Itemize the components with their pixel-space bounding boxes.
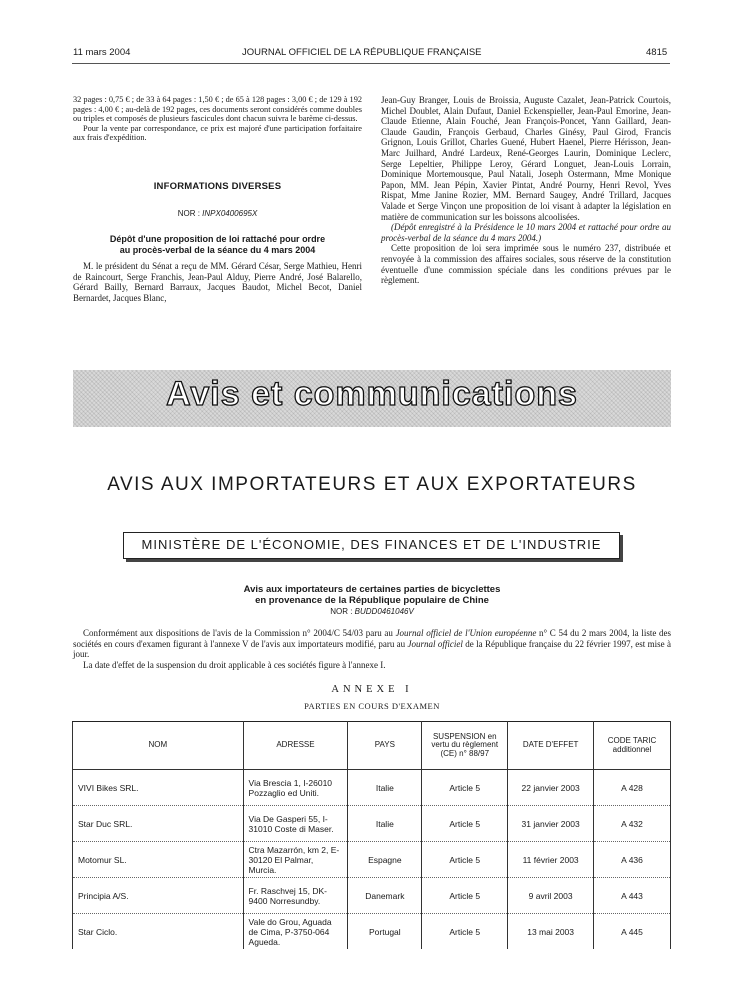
header-date: 11 mars 2004 <box>73 47 131 58</box>
cell-date: 13 mai 2003 <box>508 914 594 950</box>
table-row <box>73 806 671 842</box>
depot-title-line1: Dépôt d'une proposition de loi rattaché pour ordre <box>109 234 326 244</box>
left-column <box>73 95 362 143</box>
info-title: INFORMATIONS DIVERSES <box>153 181 282 192</box>
avis-paragraph-1 <box>73 628 671 660</box>
depot-title <box>73 234 362 255</box>
cell-pays: Danemark <box>348 878 422 914</box>
depot-text-block <box>73 261 362 303</box>
avis-nor-label: NOR : <box>330 607 353 616</box>
paragraph1-journal-ue: Journal officiel de l'Union européenne <box>395 628 537 638</box>
cell-date: 11 février 2003 <box>508 842 594 878</box>
nor-code: INPX0400695X <box>202 209 258 218</box>
cell-nom: Star Duc SRL. <box>73 806 244 842</box>
cell-adresse: Vale do Grou, Aguada de Cima, P-3750-064 Agueda. <box>243 914 348 950</box>
cell-adresse: Fr. Raschvej 15, DK-9400 Norresundby. <box>243 878 348 914</box>
header-suspension: SUSPENSION en vertu du règlement (CE) n° 88/97 <box>422 722 508 770</box>
annexe-table <box>72 721 671 949</box>
cell-taric: A 432 <box>594 806 671 842</box>
cell-suspension: Article 5 <box>422 842 508 878</box>
header-date-effet: DATE D'EFFET <box>508 722 594 770</box>
page-number: 4815 <box>646 47 668 58</box>
banner-title: Avis et communications <box>166 375 578 413</box>
header-rule <box>72 63 670 64</box>
cell-pays: Espagne <box>348 842 422 878</box>
right-column <box>381 95 671 286</box>
header-nom: NOM <box>73 722 244 770</box>
depot-text: M. le président du Sénat a reçu de MM. Gérard César, Serge Mathieu, Henri de Raincourt, Serge Franchis, Jean-Paul Alduy, Pierre André, José Balarello, Gérard Bailly, Bernard Barraux, Jacques Baudot, Michel Becot, Daniel Bernardet, Jacques Blanc, <box>73 261 362 303</box>
cell-adresse: Via De Gasperi 55, I-31010 Coste di Maser. <box>243 806 348 842</box>
header-adresse: ADRESSE <box>243 722 348 770</box>
printing-note: Cette proposition de loi sera imprimée sous le numéro 237, distribuée et renvoyée à la commission des affaires sociales, sous réserve de la constitution éventuelle d'une commission spéciale dans les conditions prévues par le règlement. <box>381 243 671 286</box>
cell-nom: Star Ciclo. <box>73 914 244 950</box>
cell-taric: A 436 <box>594 842 671 878</box>
avis-title-line1: Avis aux importateurs de certaines parties de bicyclettes <box>243 584 501 595</box>
cell-nom: Motomur SL. <box>73 842 244 878</box>
cell-suspension: Article 5 <box>422 914 508 950</box>
section-title: AVIS AUX IMPORTATEURS ET AUX EXPORTATEURS <box>107 474 637 495</box>
annexe-subtitle: PARTIES EN COURS D'EXAMEN <box>304 701 440 711</box>
avis-nor-code: BUDD0461046V <box>354 607 414 616</box>
cell-suspension: Article 5 <box>422 806 508 842</box>
cell-taric: A 428 <box>594 770 671 806</box>
cell-taric: A 443 <box>594 878 671 914</box>
table-header-row <box>73 722 671 770</box>
paragraph1-journal-officiel: Journal officiel <box>407 638 463 649</box>
table-row <box>73 878 671 914</box>
cell-suspension: Article 5 <box>422 878 508 914</box>
cell-nom: VIVI Bikes SRL. <box>73 770 244 806</box>
avis-nor <box>150 607 594 616</box>
avis-title-line2: en provenance de la République populaire de Chine <box>255 594 489 606</box>
header-pays: PAYS <box>348 722 422 770</box>
cell-pays: Portugal <box>348 914 422 950</box>
info-nor <box>73 209 362 218</box>
paragraph1-part-a: Conformément aux dispositions de l'avis de la Commission n° 2004/C 54/03 paru au <box>83 628 396 638</box>
cell-taric: A 445 <box>594 914 671 950</box>
correspondence-note: Pour la vente par correspondance, ce prix est majoré d'une participation forfaitaire aux frais d'expédition. <box>73 123 362 143</box>
table-row <box>73 770 671 806</box>
cell-adresse: Via Brescia 1, I-26010 Pozzaglio ed Uniti. <box>243 770 348 806</box>
depot-title-line2: au procès-verbal de la séance du 4 mars 2004 <box>119 244 316 255</box>
avis-paragraph-2: La date d'effet de la suspension du droit applicable à ces sociétés figure à l'annexe I. <box>83 659 386 670</box>
cell-pays: Italie <box>348 770 422 806</box>
cell-date: 22 janvier 2003 <box>508 770 594 806</box>
ministry-box: MINISTÈRE DE L'ÉCONOMIE, DES FINANCES ET DE L'INDUSTRIE <box>123 532 620 559</box>
header-code-taric: CODE TARIC additionnel <box>594 722 671 770</box>
paragraph1-part-c: de la République française du 22 février 1997, est mise à jour. <box>73 638 671 659</box>
cell-adresse: Ctra Mazarrón, km 2, E-30120 El Palmar, Murcia. <box>243 842 348 878</box>
cell-pays: Italie <box>348 806 422 842</box>
cell-date: 9 avril 2003 <box>508 878 594 914</box>
cell-date: 31 janvier 2003 <box>508 806 594 842</box>
journal-title: JOURNAL OFFICIEL DE LA RÉPUBLIQUE FRANÇAISE <box>242 47 482 58</box>
paragraph1-part-b: n° C 54 du 2 mars 2004, la liste des sociétés en cours d'examen figurant à l'annexe V de l'avis aux importateurs modifié, paru au <box>73 628 671 649</box>
annexe-title: ANNEXE I <box>331 684 413 695</box>
cell-suspension: Article 5 <box>422 770 508 806</box>
table-row <box>73 842 671 878</box>
avis-title <box>150 585 594 606</box>
nor-label: NOR : <box>177 209 200 218</box>
names-text: Jean-Guy Branger, Louis de Broissia, Auguste Cazalet, Jean-Patrick Courtois, Michel Doublet, Alain Dufaut, Daniel Eckenspieller, Jean-Paul Emorine, Jean-Claude Etienne, Alain Fouché, Jean François-Poncet, Yann Gaillard, Jean-Claude Gaudin, François Gerbaud, Charles Ginésy, Paul Girod, Francis Grignon, Louis Grillot, Charles Guené, Hubert Haenel, Pierre Hérisson, Jean-Marc Juilhard, André Lardeux, René-Georges Laurin, Dominique Leclerc, Serge Lepeltier, Philippe Leroy, Gérard Longuet, Jean-Louis Lorrain, Dominique Mortemousque, Paul Natali, Joseph Ostermann, Mme Monique Papon, MM. Jean Pépin, Xavier Pintat, André Pourny, Henri Revol, Yves Rispat, Mme Janine Rozier, MM. Bernard Saugey, André Trillard, Jacques Valade et Serge Vinçon une proposition de loi visant à adapter la législation en matière de communication sur les boissons alcoolisées. <box>381 95 671 222</box>
price-note: 32 pages : 0,75 € ; de 33 à 64 pages : 1,50 € ; de 65 à 128 pages : 3,00 € ; de 129 à 192 pages : 4,00 € ; au-delà de 192 pages, ces documents seront considérés comme doubles ou triples et composés de plusieurs fascicules dont chacun suivra le barème ci-dessus. <box>73 95 362 124</box>
cell-nom: Principia A/S. <box>73 878 244 914</box>
avis-body <box>73 628 671 670</box>
depot-note: (Dépôt enregistré à la Présidence le 10 mars 2004 et rattaché pour ordre au procès-verbal de la séance du 4 mars 2004.) <box>381 222 671 243</box>
table-row <box>73 914 671 950</box>
